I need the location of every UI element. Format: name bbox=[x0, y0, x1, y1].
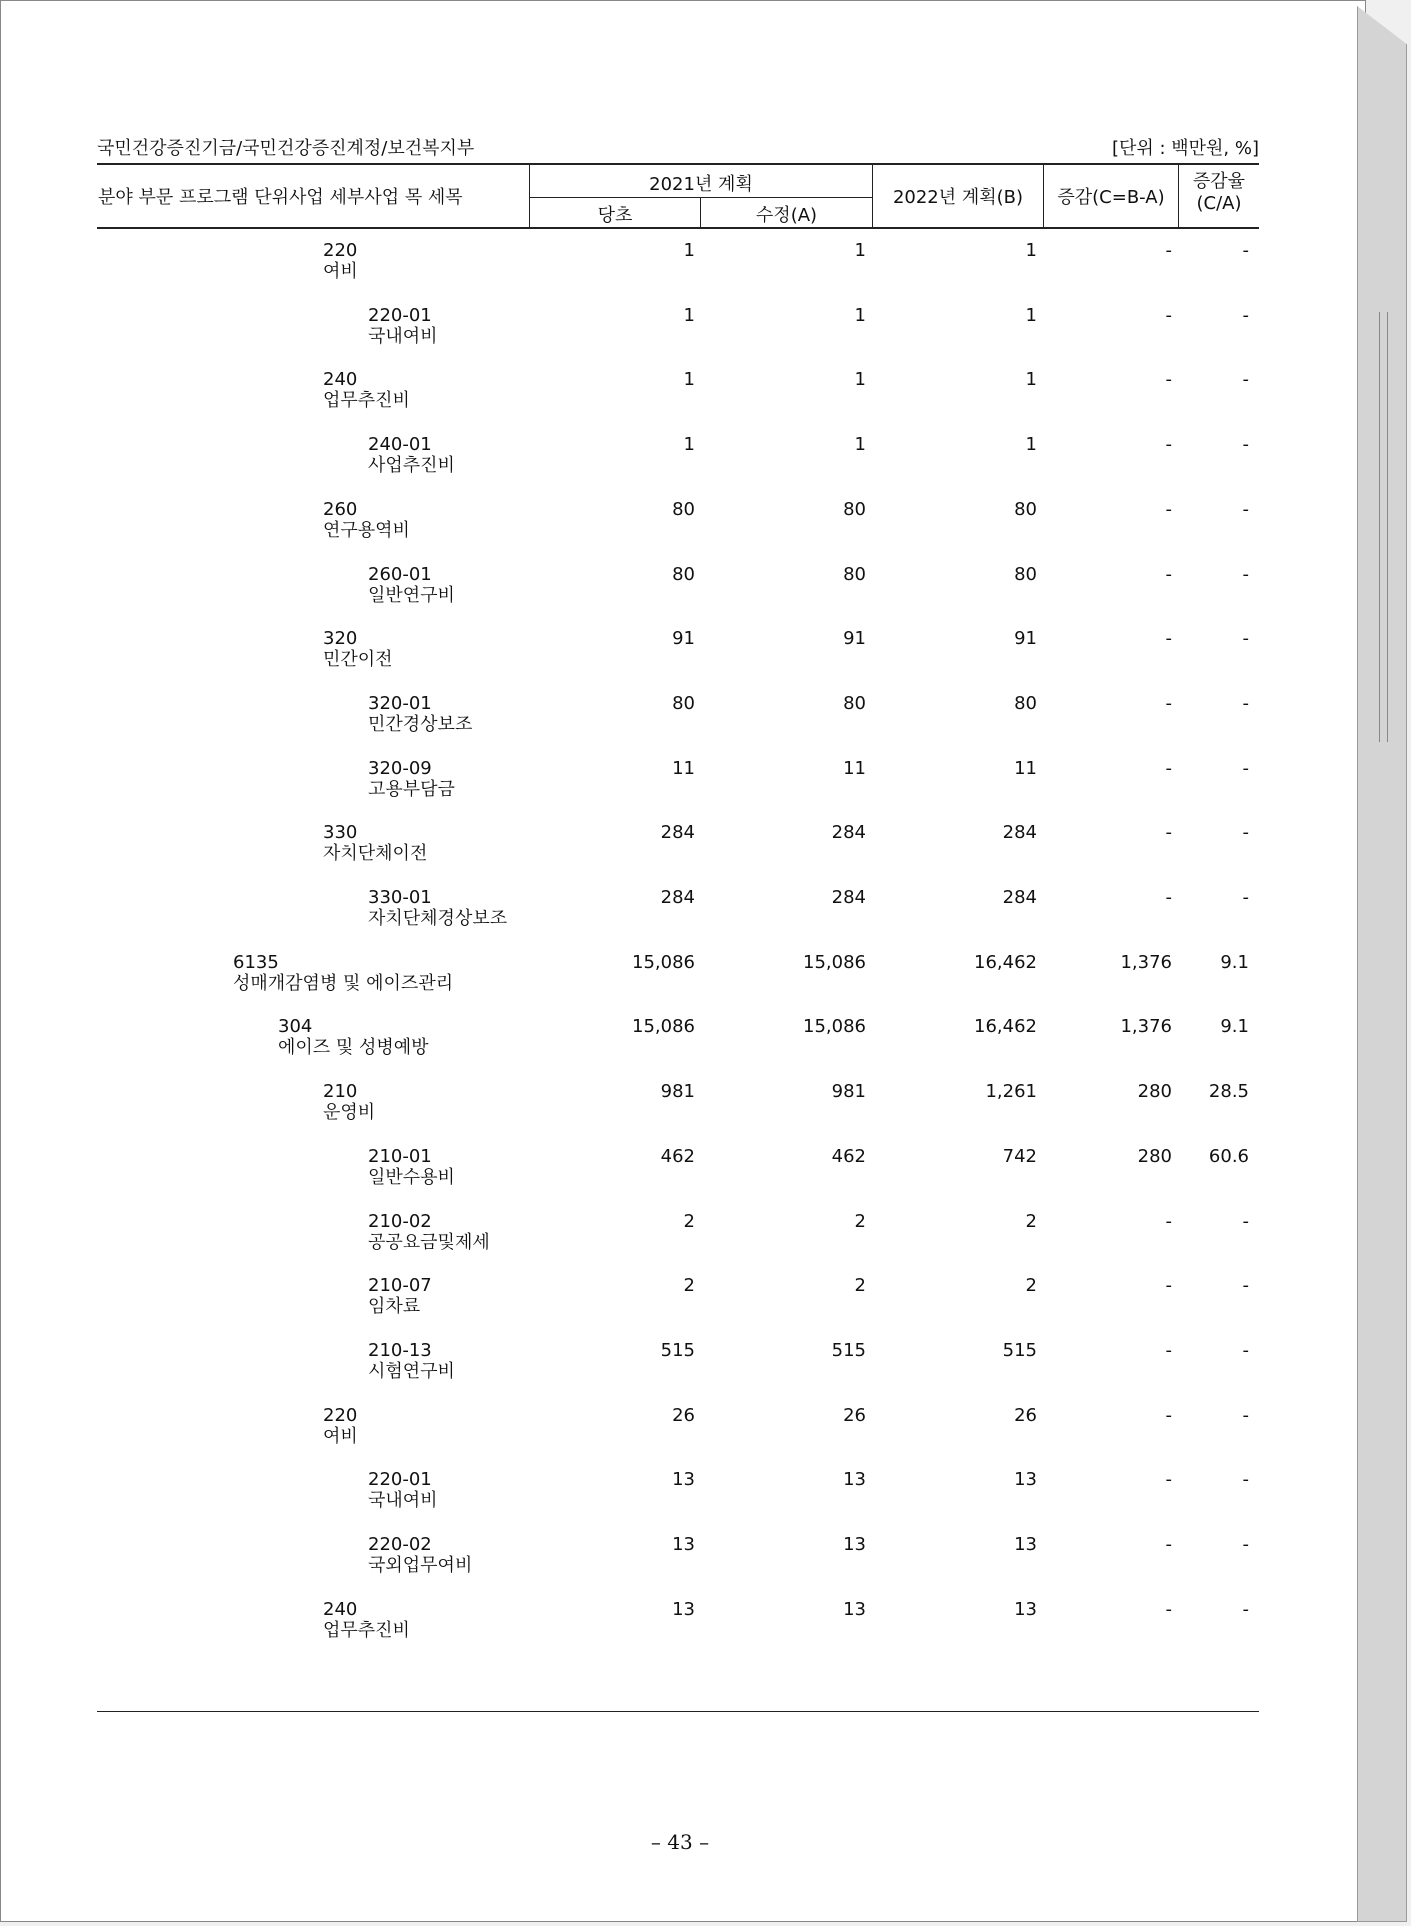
cell-plan2022: 515 bbox=[1002, 1340, 1037, 1361]
row-name: 일반연구비 bbox=[368, 585, 455, 606]
cell-rate: - bbox=[1242, 628, 1249, 649]
row-code: 220-02 bbox=[368, 1534, 432, 1555]
cell-initial: 11 bbox=[672, 758, 695, 779]
cell-initial: 284 bbox=[660, 822, 695, 843]
cell-change: - bbox=[1165, 1599, 1172, 1620]
cell-plan2022: 91 bbox=[1014, 628, 1037, 649]
cell-change: - bbox=[1165, 1405, 1172, 1426]
row-code: 6135 bbox=[233, 952, 279, 973]
col-classification: 분야 부문 프로그램 단위사업 세부사업 목 세목 bbox=[98, 187, 463, 208]
cell-rate: - bbox=[1242, 240, 1249, 261]
row-code: 240-01 bbox=[368, 434, 432, 455]
cell-revised: 91 bbox=[843, 628, 866, 649]
row-name: 시험연구비 bbox=[368, 1361, 455, 1382]
cell-rate: 60.6 bbox=[1208, 1146, 1249, 1167]
cell-change: - bbox=[1165, 628, 1172, 649]
row-label bbox=[233, 952, 453, 994]
col-rate bbox=[1179, 171, 1259, 215]
cell-plan2022: 2 bbox=[1025, 1211, 1037, 1232]
cell-revised: 2 bbox=[854, 1211, 866, 1232]
cell-rate: - bbox=[1242, 1405, 1249, 1426]
cell-plan2022: 26 bbox=[1014, 1405, 1037, 1426]
row-code: 210-01 bbox=[368, 1146, 432, 1167]
row-label bbox=[323, 369, 410, 411]
row-code: 260-01 bbox=[368, 564, 432, 585]
col-plan-2021: 2021년 계획 bbox=[649, 174, 753, 195]
cell-plan2022: 1 bbox=[1025, 369, 1037, 390]
row-code: 220-01 bbox=[368, 305, 432, 326]
cell-change: - bbox=[1165, 758, 1172, 779]
cell-plan2022: 16,462 bbox=[974, 952, 1037, 973]
cell-change: 280 bbox=[1137, 1146, 1172, 1167]
cell-rate: - bbox=[1242, 1469, 1249, 1490]
row-code: 320-09 bbox=[368, 758, 432, 779]
cell-change: - bbox=[1165, 434, 1172, 455]
cell-initial: 1 bbox=[683, 305, 695, 326]
row-label bbox=[368, 1146, 455, 1188]
cell-rate: - bbox=[1242, 1534, 1249, 1555]
edge-mark bbox=[1387, 312, 1388, 742]
cell-change: - bbox=[1165, 564, 1172, 585]
row-label bbox=[323, 240, 358, 282]
cell-plan2022: 1 bbox=[1025, 305, 1037, 326]
cell-plan2022: 1 bbox=[1025, 240, 1037, 261]
cell-rate: - bbox=[1242, 499, 1249, 520]
row-label bbox=[368, 305, 438, 347]
row-label bbox=[323, 1405, 358, 1447]
cell-rate: 28.5 bbox=[1208, 1081, 1249, 1102]
row-name: 민간이전 bbox=[323, 649, 393, 670]
row-name: 에이즈 및 성병예방 bbox=[278, 1037, 429, 1058]
cell-rate: - bbox=[1242, 758, 1249, 779]
cell-rate: - bbox=[1242, 887, 1249, 908]
cell-initial: 80 bbox=[672, 499, 695, 520]
cell-plan2022: 1,261 bbox=[985, 1081, 1037, 1102]
row-name: 업무추진비 bbox=[323, 1620, 410, 1641]
cell-plan2022: 1 bbox=[1025, 434, 1037, 455]
col-change: 증감(C=B-A) bbox=[1057, 187, 1165, 208]
cell-change: - bbox=[1165, 305, 1172, 326]
cell-revised: 15,086 bbox=[803, 952, 866, 973]
row-name: 여비 bbox=[323, 1426, 358, 1447]
cell-rate: - bbox=[1242, 1275, 1249, 1296]
cell-revised: 284 bbox=[831, 887, 866, 908]
cell-revised: 80 bbox=[843, 499, 866, 520]
col-revised: 수정(A) bbox=[755, 205, 818, 226]
cell-plan2022: 284 bbox=[1002, 887, 1037, 908]
cell-revised: 284 bbox=[831, 822, 866, 843]
cell-revised: 13 bbox=[843, 1599, 866, 1620]
cell-revised: 515 bbox=[831, 1340, 866, 1361]
row-code: 240 bbox=[323, 1599, 358, 1620]
cell-revised: 1 bbox=[854, 240, 866, 261]
cell-revised: 26 bbox=[843, 1405, 866, 1426]
row-label bbox=[368, 693, 472, 735]
cell-rate: - bbox=[1242, 1211, 1249, 1232]
row-label bbox=[368, 1275, 432, 1317]
row-name: 고용부담금 bbox=[368, 779, 455, 800]
col-initial: 당초 bbox=[597, 205, 633, 226]
cell-initial: 1 bbox=[683, 434, 695, 455]
row-label bbox=[368, 1534, 472, 1576]
cell-change: 280 bbox=[1137, 1081, 1172, 1102]
row-name: 자치단체경상보조 bbox=[368, 908, 508, 929]
cell-revised: 1 bbox=[854, 305, 866, 326]
row-name: 국내여비 bbox=[368, 1490, 438, 1511]
cell-change: - bbox=[1165, 240, 1172, 261]
cell-rate: - bbox=[1242, 369, 1249, 390]
cell-plan2022: 80 bbox=[1014, 693, 1037, 714]
cell-initial: 91 bbox=[672, 628, 695, 649]
cell-initial: 13 bbox=[672, 1599, 695, 1620]
cell-rate: 9.1 bbox=[1220, 952, 1249, 973]
cell-revised: 80 bbox=[843, 693, 866, 714]
row-label bbox=[278, 1016, 429, 1058]
cell-change: - bbox=[1165, 1469, 1172, 1490]
row-name: 자치단체이전 bbox=[323, 843, 428, 864]
cell-revised: 13 bbox=[843, 1534, 866, 1555]
cell-change: - bbox=[1165, 1275, 1172, 1296]
row-code: 304 bbox=[278, 1016, 313, 1037]
cell-plan2022: 13 bbox=[1014, 1534, 1037, 1555]
row-code: 220 bbox=[323, 1405, 358, 1426]
cell-plan2022: 80 bbox=[1014, 499, 1037, 520]
row-label bbox=[368, 1211, 490, 1253]
cell-change: 1,376 bbox=[1120, 1016, 1172, 1037]
row-name: 국외업무여비 bbox=[368, 1555, 473, 1576]
cell-plan2022: 284 bbox=[1002, 822, 1037, 843]
row-name: 성매개감염병 및 에이즈관리 bbox=[233, 973, 454, 994]
row-label bbox=[368, 434, 455, 476]
cell-rate: - bbox=[1242, 434, 1249, 455]
cell-initial: 13 bbox=[672, 1534, 695, 1555]
cell-rate: - bbox=[1242, 564, 1249, 585]
col-plan-2022: 2022년 계획(B) bbox=[892, 187, 1024, 208]
row-code: 210-02 bbox=[368, 1211, 432, 1232]
col-rate-line1: 증감율 bbox=[1192, 171, 1246, 192]
row-name: 임차료 bbox=[368, 1296, 421, 1317]
cell-rate: 9.1 bbox=[1220, 1016, 1249, 1037]
cell-plan2022: 13 bbox=[1014, 1469, 1037, 1490]
cell-initial: 15,086 bbox=[632, 1016, 695, 1037]
cell-revised: 11 bbox=[843, 758, 866, 779]
row-code: 220-01 bbox=[368, 1469, 432, 1490]
row-code: 210-13 bbox=[368, 1340, 432, 1361]
header-mid-rule bbox=[530, 197, 872, 198]
cell-initial: 15,086 bbox=[632, 952, 695, 973]
row-name: 연구용역비 bbox=[323, 520, 410, 541]
unit-label: [단위 : 백만원, %] bbox=[1111, 138, 1259, 159]
row-label bbox=[368, 1340, 455, 1382]
row-label bbox=[323, 1081, 375, 1123]
cell-revised: 15,086 bbox=[803, 1016, 866, 1037]
cell-initial: 1 bbox=[683, 240, 695, 261]
cell-initial: 1 bbox=[683, 369, 695, 390]
cell-change: - bbox=[1165, 499, 1172, 520]
row-code: 220 bbox=[323, 240, 358, 261]
row-name: 여비 bbox=[323, 261, 358, 282]
row-name: 운영비 bbox=[323, 1102, 376, 1123]
cell-change: - bbox=[1165, 1340, 1172, 1361]
row-code: 210 bbox=[323, 1081, 358, 1102]
col-rate-line2: (C/A) bbox=[1196, 193, 1242, 214]
cell-change: - bbox=[1165, 693, 1172, 714]
cell-initial: 2 bbox=[683, 1211, 695, 1232]
cell-initial: 515 bbox=[660, 1340, 695, 1361]
cell-initial: 80 bbox=[672, 693, 695, 714]
cell-plan2022: 16,462 bbox=[974, 1016, 1037, 1037]
cell-revised: 981 bbox=[831, 1081, 866, 1102]
row-label bbox=[323, 499, 410, 541]
row-label bbox=[368, 758, 455, 800]
document-title: 국민건강증진기금/국민건강증진계정/보건복지부 bbox=[97, 138, 475, 159]
cell-revised: 13 bbox=[843, 1469, 866, 1490]
cell-rate: - bbox=[1242, 1340, 1249, 1361]
cell-initial: 981 bbox=[660, 1081, 695, 1102]
cell-change: - bbox=[1165, 887, 1172, 908]
cell-rate: - bbox=[1242, 693, 1249, 714]
row-name: 민간경상보조 bbox=[368, 714, 473, 735]
cell-plan2022: 80 bbox=[1014, 564, 1037, 585]
cell-initial: 80 bbox=[672, 564, 695, 585]
cell-revised: 1 bbox=[854, 369, 866, 390]
table-top-rule bbox=[97, 163, 1259, 165]
cell-change: 1,376 bbox=[1120, 952, 1172, 973]
edge-mark bbox=[1379, 312, 1380, 742]
row-code: 320 bbox=[323, 628, 358, 649]
row-label bbox=[323, 628, 393, 670]
cell-change: - bbox=[1165, 1211, 1172, 1232]
cell-revised: 462 bbox=[831, 1146, 866, 1167]
cell-initial: 26 bbox=[672, 1405, 695, 1426]
row-label bbox=[323, 1599, 410, 1641]
cell-plan2022: 13 bbox=[1014, 1599, 1037, 1620]
row-code: 320-01 bbox=[368, 693, 432, 714]
cell-initial: 2 bbox=[683, 1275, 695, 1296]
cell-change: - bbox=[1165, 369, 1172, 390]
cell-revised: 2 bbox=[854, 1275, 866, 1296]
row-name: 업무추진비 bbox=[323, 390, 410, 411]
row-name: 사업추진비 bbox=[368, 455, 455, 476]
row-label bbox=[368, 564, 455, 606]
row-name: 공공요금및제세 bbox=[368, 1232, 490, 1253]
row-label bbox=[368, 1469, 438, 1511]
cell-rate: - bbox=[1242, 1599, 1249, 1620]
row-code: 330 bbox=[323, 822, 358, 843]
cell-rate: - bbox=[1242, 305, 1249, 326]
cell-plan2022: 2 bbox=[1025, 1275, 1037, 1296]
row-name: 국내여비 bbox=[368, 326, 438, 347]
row-name: 일반수용비 bbox=[368, 1167, 455, 1188]
row-code: 260 bbox=[323, 499, 358, 520]
header-bottom-rule bbox=[97, 227, 1259, 229]
row-label bbox=[323, 822, 427, 864]
cell-change: - bbox=[1165, 1534, 1172, 1555]
page-stack-edge bbox=[1357, 6, 1407, 1922]
row-label bbox=[368, 887, 507, 929]
cell-initial: 13 bbox=[672, 1469, 695, 1490]
cell-revised: 1 bbox=[854, 434, 866, 455]
row-code: 210-07 bbox=[368, 1275, 432, 1296]
cell-change: - bbox=[1165, 822, 1172, 843]
cell-initial: 462 bbox=[660, 1146, 695, 1167]
row-code: 240 bbox=[323, 369, 358, 390]
cell-rate: - bbox=[1242, 822, 1249, 843]
table-bottom-rule bbox=[97, 1711, 1259, 1712]
row-code: 330-01 bbox=[368, 887, 432, 908]
cell-plan2022: 11 bbox=[1014, 758, 1037, 779]
cell-revised: 80 bbox=[843, 564, 866, 585]
page-number: – 43 – bbox=[650, 1830, 710, 1854]
cell-initial: 284 bbox=[660, 887, 695, 908]
cell-plan2022: 742 bbox=[1002, 1146, 1037, 1167]
